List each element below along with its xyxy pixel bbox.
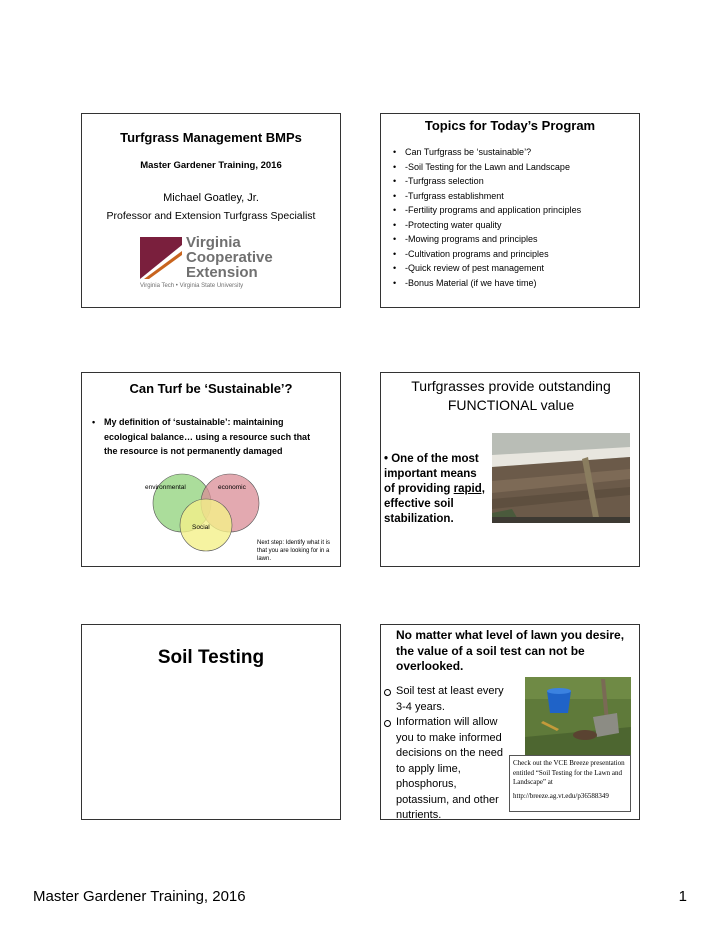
logo-tagline: Virginia Tech • Virginia State University bbox=[140, 283, 244, 289]
breeze-url-link[interactable]: http://breeze.ag.vt.edu/p36588349 bbox=[513, 791, 609, 800]
slide-2 bbox=[380, 113, 640, 308]
soil-sampling-photo bbox=[525, 677, 631, 757]
list-item: • -Bonus Material (if we have time) bbox=[393, 276, 637, 291]
slide-title: Soil Testing bbox=[157, 647, 265, 668]
breeze-callout bbox=[509, 755, 631, 812]
slide-1 bbox=[81, 113, 341, 308]
list-item: • -Soil Testing for the Lawn and Landscape bbox=[393, 160, 637, 175]
definition-list bbox=[92, 415, 317, 459]
vce-logo bbox=[140, 234, 300, 293]
logo-line-2: Cooperative bbox=[186, 249, 273, 266]
next-step-note: Next step: Identify what it is that you are looking for in a lawn. bbox=[257, 540, 331, 562]
bullet-text: One of the most important means of providing bbox=[384, 453, 479, 495]
logo-line-3: Extension bbox=[186, 264, 258, 281]
soil-test-list bbox=[384, 684, 510, 820]
slide-6 bbox=[380, 624, 640, 820]
bullet-mark: • bbox=[384, 453, 392, 465]
vce-logo-mark bbox=[140, 237, 182, 279]
slide-title: Turfgrass Management BMPs bbox=[120, 130, 302, 145]
slide-title: No matter what level of lawn you desire, the value of a soil test can not be overlooked. bbox=[396, 628, 625, 673]
slide-title: Can Turf be ‘Sustainable’? bbox=[129, 381, 293, 396]
list-item: • My definition of ‘sustainable’: maintaining ecological balance… using a resource such that the resource is not permanently damaged bbox=[92, 415, 317, 459]
soil-stabilization-photo bbox=[492, 433, 630, 523]
venn-label-social: Social bbox=[192, 524, 210, 531]
list-item: • -Cultivation programs and principles bbox=[393, 247, 637, 262]
callout-text: Check out the VCE Breeze presentation entitled “Soil Testing for the Lawn and Landscape” at bbox=[513, 759, 625, 786]
slide-4 bbox=[380, 372, 640, 567]
slide-subtitle: Master Gardener Training, 2016 bbox=[140, 160, 282, 171]
list-item: • -Protecting water quality bbox=[393, 218, 637, 233]
author-name: Michael Goatley, Jr. bbox=[163, 192, 259, 204]
slide-title: Topics for Today’s Program bbox=[424, 118, 596, 133]
list-item: • -Fertility programs and application principles bbox=[393, 203, 637, 218]
slide-5 bbox=[81, 624, 341, 820]
page-footer-left: Master Gardener Training, 2016 bbox=[33, 888, 246, 905]
soil-stabilization-bullet bbox=[384, 452, 490, 527]
list-item: • -Turfgrass selection bbox=[393, 174, 637, 189]
list-item: • Can Turfgrass be ‘sustainable’? bbox=[393, 145, 637, 160]
list-item: • -Turfgrass establishment bbox=[393, 189, 637, 204]
page-number: 1 bbox=[678, 888, 687, 905]
author-role: Professor and Extension Turfgrass Specialist bbox=[106, 210, 316, 222]
list-item: • -Mowing programs and principles bbox=[393, 232, 637, 247]
list-item: • -Quick review of pest management bbox=[393, 261, 637, 276]
rapid-link[interactable]: rapid, bbox=[453, 483, 485, 495]
list-item: Information will allow you to make informed decisions on the need to apply lime, phosphorus, potassium, and other nutrients. bbox=[384, 715, 510, 820]
bullet-text-end: effective soil stabilization. bbox=[384, 498, 454, 525]
venn-label-economic: economic bbox=[218, 484, 246, 491]
venn-label-environmental: environmental bbox=[145, 484, 186, 491]
topic-list bbox=[393, 145, 637, 290]
slide-3 bbox=[81, 372, 341, 567]
slide-title: Turfgrasses provide outstanding FUNCTIONAL value bbox=[411, 378, 611, 413]
logo-line-1: Virginia bbox=[186, 234, 241, 251]
list-item: Soil test at least every 3-4 years. bbox=[384, 684, 510, 715]
